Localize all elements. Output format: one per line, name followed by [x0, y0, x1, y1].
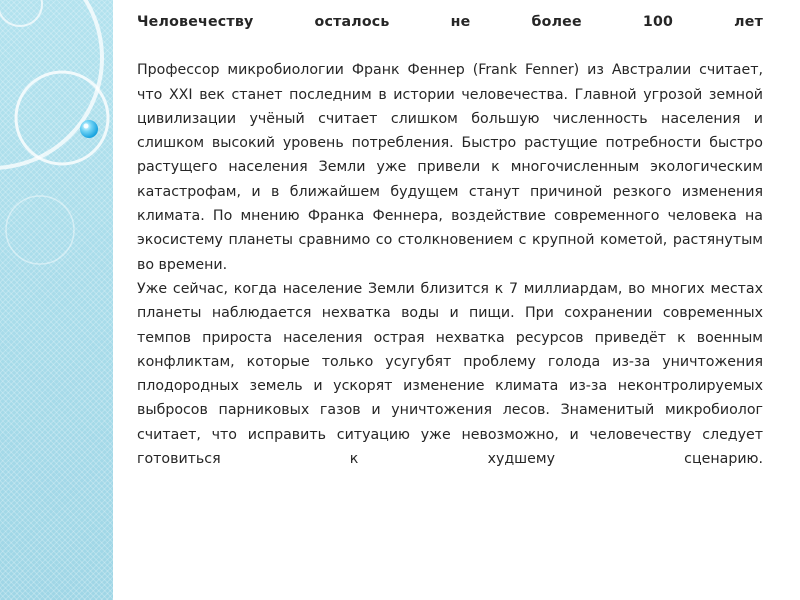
- bubble-highlight: [84, 124, 89, 129]
- decorative-circles: [0, 0, 113, 600]
- blue-bubble-icon: [80, 120, 98, 138]
- paragraph-2: Уже сейчас, когда население Земли близится к 7 миллиардам, во многих местах планеты наблюдается нехватка воды и пищи. При сохранении современных темпов прироста населения острая нехватка ресурсов приведёт к военным конфликтам, которые только усугубят проблему голода из-за уничтожения плодородных земель и ускорят изменение климата из-за неконтролируемых выбросов парниковых газов и уничтожения лесов. Знаменитый микробиолог считает, что исправить ситуацию уже невозможно, и человечеству следует готовиться к худшему сценарию.: [137, 280, 763, 468]
- small-ring: [0, 0, 42, 26]
- slide-content: [137, 10, 763, 471]
- medium-ring: [16, 72, 108, 164]
- decorative-sidebar: [0, 0, 113, 600]
- paragraph-1: Профессор микробиологии Франк Феннер (Frank Fenner) из Австралии считает, что XXI век станет последним в истории человечества. Главной угрозой земной цивилизации учёный считает слишком большую численность населения и слишком высокий уровень потребления. Быстро растущие потребности быстро растущего населения Земли уже привели к многочисленным экологическим катастрофам, и в ближайшем будущем станут причиной резкого изменения климата. По мнению Франка Феннера, воздействие современного человека на экосистему планеты сравнимо со столкновением с крупной кометой, растянутым во времени.: [137, 62, 763, 273]
- thin-ring: [6, 196, 74, 264]
- slide-title: Человечеству осталось не более 100 лет: [137, 14, 763, 30]
